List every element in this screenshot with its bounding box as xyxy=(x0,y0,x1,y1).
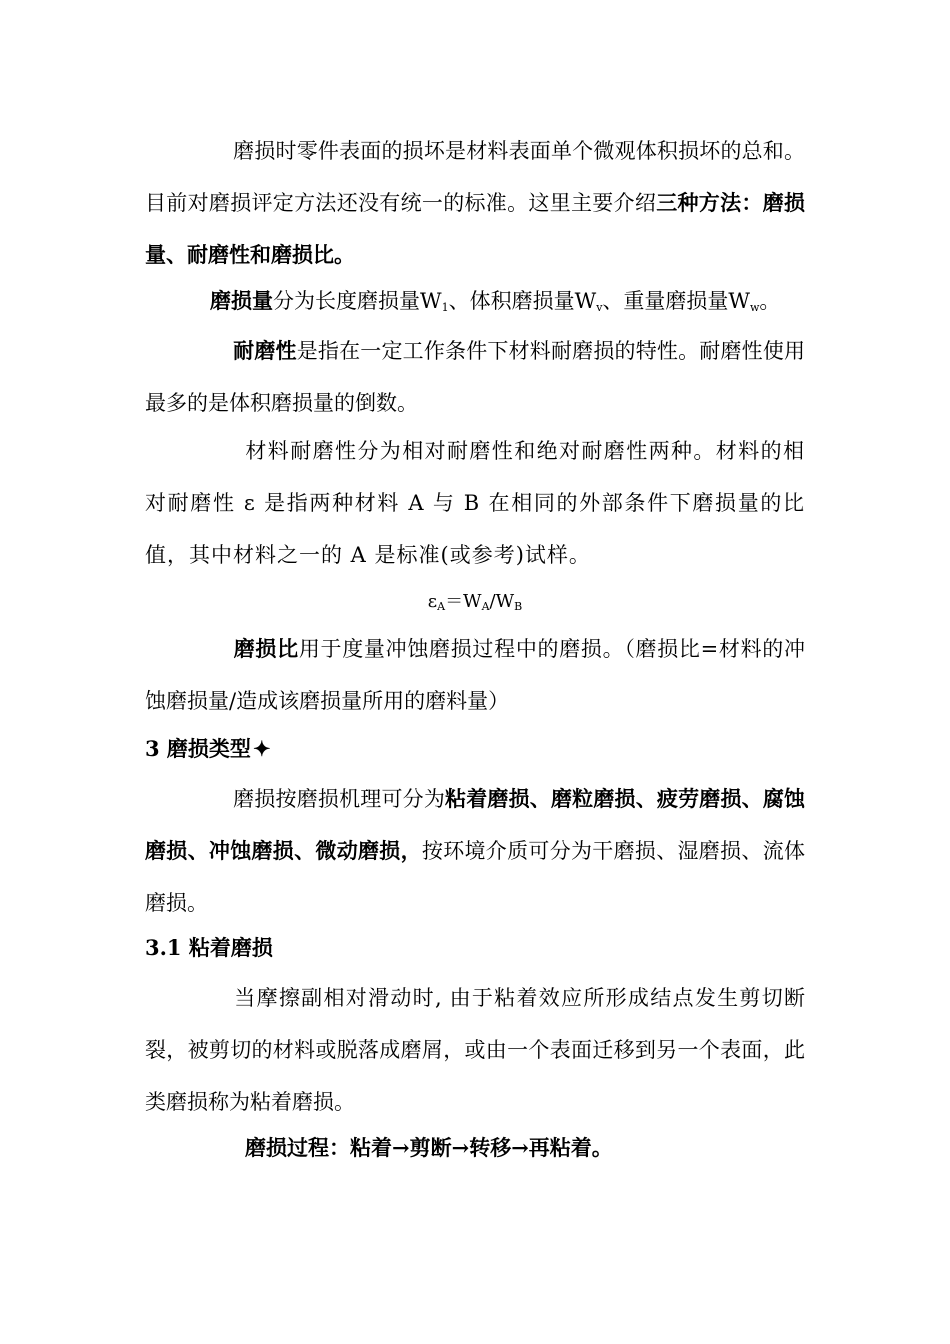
paragraph-text: 、体积磨损量 xyxy=(448,289,575,313)
paragraph-text: 磨损过程：粘着→剪断→转移→再粘着。 xyxy=(245,1135,613,1160)
formula-subscript: A xyxy=(437,600,446,613)
paragraph-wear-ratio xyxy=(145,623,805,727)
paragraph-text: 、重量磨损量 xyxy=(602,289,729,313)
paragraph-text: 。 xyxy=(759,289,781,313)
star-mark-icon: ✦ xyxy=(252,736,271,761)
paragraph-text: 是指在一定工作条件下材料耐磨损的特性。耐磨性使用最多的是体积磨损量的倒数。 xyxy=(145,339,806,415)
heading-wear-types xyxy=(145,723,805,775)
heading-text: 3 磨损类型 xyxy=(145,736,251,761)
term-wear-amount: 磨损量 xyxy=(210,288,273,313)
paragraph-wear-classification xyxy=(145,773,805,929)
paragraph-adhesive-definition xyxy=(145,972,805,1128)
formula-relative-resistance xyxy=(145,576,805,628)
paragraph-bold-text: 三种方法：磨损量、耐磨性和磨损比。 xyxy=(145,190,806,267)
term-wear-resistance: 耐磨性 xyxy=(233,338,297,363)
formula-text: /W xyxy=(489,591,515,612)
paragraph-text: 按环境介质可分为干磨损、湿磨损、流体磨损。 xyxy=(145,839,806,915)
heading-adhesive-wear xyxy=(145,922,805,974)
paragraph-wear-amount xyxy=(210,275,810,327)
paragraph-wear-resistance xyxy=(145,325,805,429)
symbol-w: W xyxy=(420,289,442,313)
paragraph-text: 磨损时零件表面的损坏是材料表面单个微观体积损坏的总和。目前对磨损评定方法还没有统一的标准。这里主要介绍 xyxy=(145,139,805,215)
paragraph-text: 当摩擦副相对滑动时, 由于粘着效应所形成结点发生剪切断裂，被剪切的材料或脱落成磨屑，或由一个表面迁移到另一个表面，此类磨损称为粘着磨损。 xyxy=(145,986,805,1114)
heading-text: 3.1 粘着磨损 xyxy=(145,935,273,960)
symbol-w: W xyxy=(728,289,750,313)
paragraph-text: 磨损按磨损机理可分为 xyxy=(233,787,446,811)
paragraph-text: 分为长度磨损量 xyxy=(273,289,420,313)
formula-text: ＝W xyxy=(445,591,482,612)
formula-subscript: B xyxy=(514,600,523,613)
paragraph-text: 材料耐磨性分为相对耐磨性和绝对耐磨性两种。材料的相对耐磨性 ε 是指两种材料 A 与 B 在相同的外部条件下磨损量的比值，其中材料之一的 A 是标准(或参考)试样。 xyxy=(145,439,805,567)
formula-subscript: A xyxy=(481,600,490,613)
paragraph-relative-resistance xyxy=(145,425,805,581)
paragraph-wear-process xyxy=(245,1122,805,1174)
term-wear-ratio: 磨损比 xyxy=(233,636,299,661)
symbol-w: W xyxy=(574,289,597,313)
paragraph-wear-evaluation xyxy=(145,125,805,281)
subscript: 1 xyxy=(441,301,449,314)
paragraph-bold-text: 粘着磨损、磨粒磨损、疲劳磨损、腐蚀磨损、冲蚀磨损、微动磨损， xyxy=(145,786,806,863)
formula-epsilon: ε xyxy=(427,591,438,612)
subscript: w xyxy=(750,301,760,314)
subscript: v xyxy=(596,301,603,314)
paragraph-text: 用于度量冲蚀磨损过程中的磨损。（磨损比=材料的冲蚀磨损量/造成该磨损量所用的磨料量） xyxy=(145,637,806,713)
